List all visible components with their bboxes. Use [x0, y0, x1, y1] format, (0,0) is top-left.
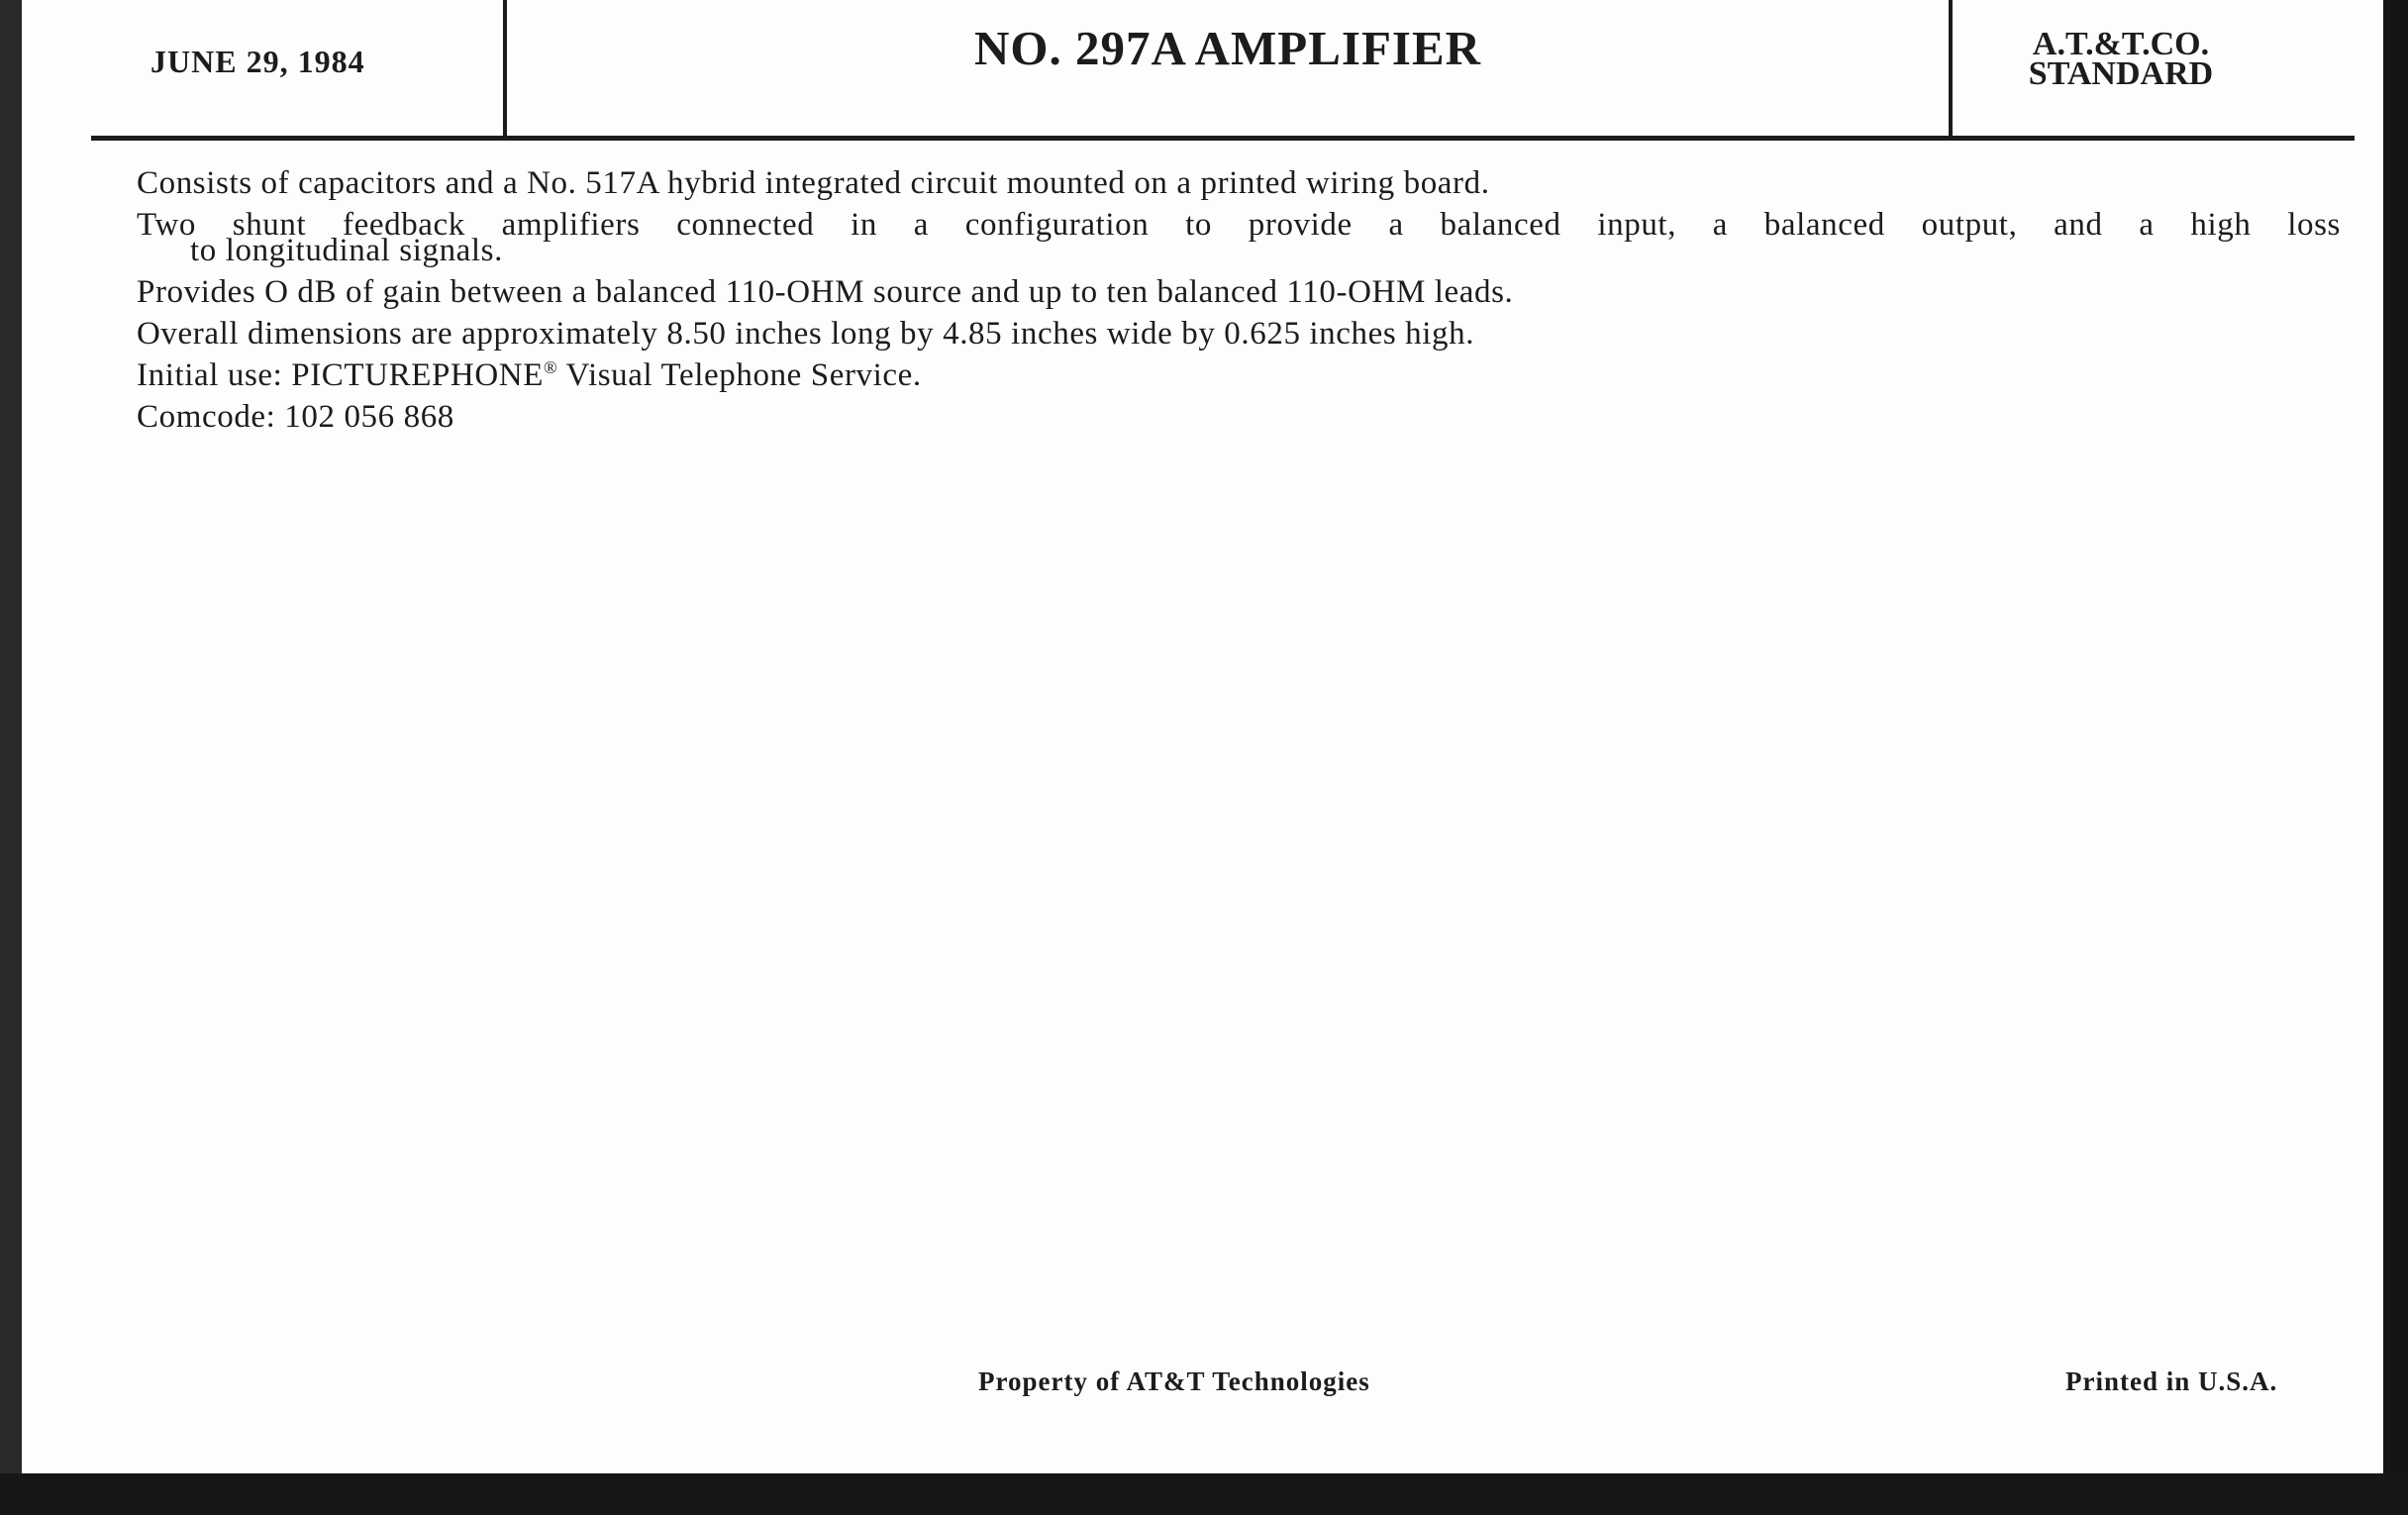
- initial-use-text: Initial use: PICTUREPHONE: [137, 357, 544, 393]
- property-notice: Property of AT&T Technologies: [978, 1366, 1370, 1396]
- initial-use-service: Visual Telephone Service.: [557, 357, 922, 393]
- standard-line-1: A.T.&T.CO.: [2032, 26, 2210, 62]
- bottom-border: [0, 1473, 2408, 1515]
- description-line: Provides O dB of gain between a balanced 110-OHM source and up to ten balanced 110-OHM leads.: [137, 274, 1514, 310]
- header-rule: [91, 136, 2355, 141]
- description-line-initial-use: [137, 354, 2341, 396]
- standard-card: [22, 0, 2383, 1473]
- page-title: NO. 297A AMPLIFIER: [973, 21, 1482, 75]
- description-block: [137, 162, 2341, 438]
- registered-mark: ®: [543, 357, 558, 377]
- issue-date: JUNE 29, 1984: [150, 44, 365, 79]
- description-line: Overall dimensions are approximately 8.50 inches long by 4.85 inches wide by 0.625 inches high.: [137, 316, 1475, 352]
- description-line-continuation: to longitudinal signals.: [190, 233, 503, 268]
- standard-label: [1953, 26, 2289, 92]
- printed-notice: Printed in U.S.A.: [2065, 1366, 2278, 1396]
- card-left-edge: [0, 0, 22, 1473]
- right-border: [2383, 0, 2408, 1515]
- description-line: Consists of capacitors and a No. 517A hybrid integrated circuit mounted on a printed wiring board.: [137, 165, 1490, 201]
- description-line: Two shunt feedback amplifiers connected in a configuration to provide a balanced input, a balanced output, and a high loss: [137, 207, 2341, 243]
- comcode-line: Comcode: 102 056 868: [137, 399, 454, 435]
- standard-line-2: STANDARD: [2028, 55, 2214, 92]
